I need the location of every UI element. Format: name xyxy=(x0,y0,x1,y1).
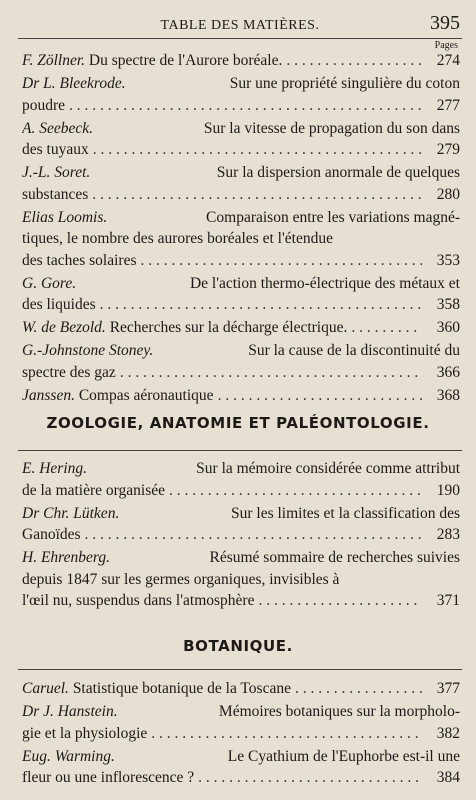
toc-entry xyxy=(22,340,460,383)
toc-entry xyxy=(22,746,460,789)
toc-entry xyxy=(22,118,460,161)
entry-text: poudre xyxy=(22,96,66,114)
entry-text: Statistique botanique de la Toscane xyxy=(68,680,291,697)
author-name: Eug. Warming. xyxy=(22,747,115,765)
author-name: Dr J. Hanstein. xyxy=(22,703,118,720)
entry-page-number: 360 xyxy=(436,319,460,336)
toc-line xyxy=(22,207,460,229)
entry-text: De l'action thermo-électrique des métaux et xyxy=(186,274,460,292)
entry-text: depuis 1847 sur les germes organiques, invisibles à xyxy=(22,570,340,588)
entry-text: des liquides xyxy=(22,296,96,313)
dot-leader xyxy=(120,362,422,384)
entry-text: fleur ou une inflorescence ? xyxy=(22,769,195,786)
toc-line xyxy=(22,73,460,95)
page-number: 395 xyxy=(430,12,460,34)
dot-leader xyxy=(286,50,422,72)
author-name: J.-L. Soret. xyxy=(22,164,91,181)
toc-line xyxy=(22,273,460,295)
entry-text: Compas aéronautique xyxy=(74,386,214,404)
toc-line xyxy=(22,480,460,502)
author-name: F. Zöllner. xyxy=(22,52,86,69)
toc-line xyxy=(22,162,460,184)
dot-leader xyxy=(218,385,422,407)
entry-page-number: 353 xyxy=(436,251,460,269)
toc-line xyxy=(22,547,460,569)
entry-page-number: 368 xyxy=(436,386,460,404)
toc-line xyxy=(22,118,460,140)
toc-line xyxy=(22,340,460,362)
toc-entry xyxy=(22,317,460,339)
entry-text: Sur une propriété singulière du coton xyxy=(225,75,460,92)
entry-page-number: 371 xyxy=(436,592,460,609)
dot-leader xyxy=(295,678,422,700)
toc-line xyxy=(22,184,460,206)
dot-leader xyxy=(151,723,422,745)
entry-page-number: 283 xyxy=(436,526,460,543)
toc-line xyxy=(22,723,460,745)
toc-entry xyxy=(22,547,460,612)
entry-text: de la matière organisée xyxy=(22,481,166,499)
author-name: Janssen. xyxy=(22,386,75,404)
dot-leader xyxy=(351,317,422,339)
running-title: TABLE DES MATIÈRES. xyxy=(160,18,320,33)
author-name: Caruel. xyxy=(22,680,69,697)
header-rule xyxy=(18,38,462,39)
author-name: E. Hering. xyxy=(22,460,88,477)
toc-entry xyxy=(22,273,460,316)
entry-page-number: 280 xyxy=(436,185,460,203)
author-name: H. Ehrenberg. xyxy=(22,549,110,566)
toc-line xyxy=(22,362,460,384)
entry-page-number: 366 xyxy=(436,363,460,381)
entry-page-number: 358 xyxy=(436,296,460,313)
entry-text: des taches solaires xyxy=(22,251,137,269)
entry-text: l'œil nu, suspendus dans l'atmosphère xyxy=(22,592,255,609)
dot-leader xyxy=(93,139,422,161)
toc-entry xyxy=(22,458,460,501)
author-name: Dr Chr. Lütken. xyxy=(22,504,120,522)
entry-page-number: 190 xyxy=(436,481,460,499)
dot-leader xyxy=(69,95,422,117)
dot-leader xyxy=(100,294,422,316)
toc-line xyxy=(22,701,460,723)
entry-text: Ganoïdes xyxy=(22,526,81,543)
section-title-botanique: BOTANIQUE. xyxy=(183,637,293,655)
author-name: Elias Loomis. xyxy=(22,208,108,226)
author-name: A. Seebeck. xyxy=(22,119,93,137)
entry-page-number: 274 xyxy=(436,52,460,69)
toc-entry xyxy=(22,162,460,205)
author-name: G. Gore. xyxy=(22,274,77,292)
entry-page-number: 384 xyxy=(436,769,460,786)
dot-leader xyxy=(92,184,422,206)
dot-leader xyxy=(141,250,423,272)
toc-line xyxy=(22,317,460,339)
toc-entry xyxy=(22,50,460,72)
toc-entry xyxy=(22,207,460,272)
entry-text: Sur la vitesse de propagation du son dans xyxy=(199,119,460,137)
toc-line xyxy=(22,228,460,250)
entry-text: Comparaison entre les variations magné- xyxy=(202,208,460,226)
dot-leader xyxy=(85,524,422,546)
toc-entry xyxy=(22,385,460,407)
running-header xyxy=(18,12,462,36)
toc-line xyxy=(22,746,460,768)
toc-line xyxy=(22,385,460,407)
entry-text: tiques, le nombre des aurores boréales et l'étendue xyxy=(22,230,333,247)
toc-line xyxy=(22,294,460,316)
entry-text: Le Cyathium de l'Euphorbe est-il une xyxy=(223,747,460,765)
toc-line xyxy=(22,524,460,546)
toc-line xyxy=(22,458,460,480)
entry-text: substances xyxy=(22,185,89,203)
toc-entry xyxy=(22,701,460,744)
toc-line xyxy=(22,590,460,612)
toc-line xyxy=(22,569,460,591)
entry-text: Sur les limites et la classification des xyxy=(227,504,460,522)
author-name: Dr L. Bleekrode. xyxy=(22,75,126,92)
entry-page-number: 279 xyxy=(436,141,460,158)
toc-line xyxy=(22,139,460,161)
entry-text: spectre des gaz xyxy=(22,363,116,381)
entry-text: des tuyaux xyxy=(22,141,89,158)
author-name: W. de Bezold. xyxy=(22,319,106,336)
entry-text: Recherches sur la décharge électrique. xyxy=(105,319,348,336)
toc-entry xyxy=(22,73,460,116)
entry-text: Du spectre de l'Aurore boréale. xyxy=(85,52,283,69)
entry-page-number: 382 xyxy=(436,724,460,742)
dot-leader xyxy=(258,590,422,612)
entry-text: Sur la mémoire considérée comme attribut xyxy=(192,460,460,477)
toc-line xyxy=(22,678,460,700)
section-rule-zoologie xyxy=(18,450,462,451)
entry-text: Résumé sommaire de recherches suivies xyxy=(205,549,460,566)
section-rule-botanique xyxy=(18,669,462,670)
author-name: G.-Johnstone Stoney. xyxy=(22,342,154,359)
entry-text: Sur la cause de la discontinuité du xyxy=(244,342,460,359)
dot-leader xyxy=(169,480,422,502)
pages-column-label: Pages xyxy=(434,40,458,51)
dot-leader xyxy=(198,767,422,789)
toc-entry xyxy=(22,678,460,700)
entry-text: gie et la physiologie xyxy=(22,724,148,742)
entry-page-number: 277 xyxy=(436,96,460,114)
toc-line xyxy=(22,767,460,789)
entry-text: Sur la dispersion anormale de quelques xyxy=(212,164,460,181)
section-title-zoologie: ZOOLOGIE, ANATOMIE ET PALÉONTOLOGIE. xyxy=(46,414,430,432)
toc-line xyxy=(22,50,460,72)
toc-entry xyxy=(22,503,460,546)
toc-line xyxy=(22,250,460,272)
toc-line xyxy=(22,503,460,525)
entry-text: Mémoires botaniques sur la morpholo- xyxy=(215,703,460,720)
entry-page-number: 377 xyxy=(436,680,460,697)
toc-line xyxy=(22,95,460,117)
